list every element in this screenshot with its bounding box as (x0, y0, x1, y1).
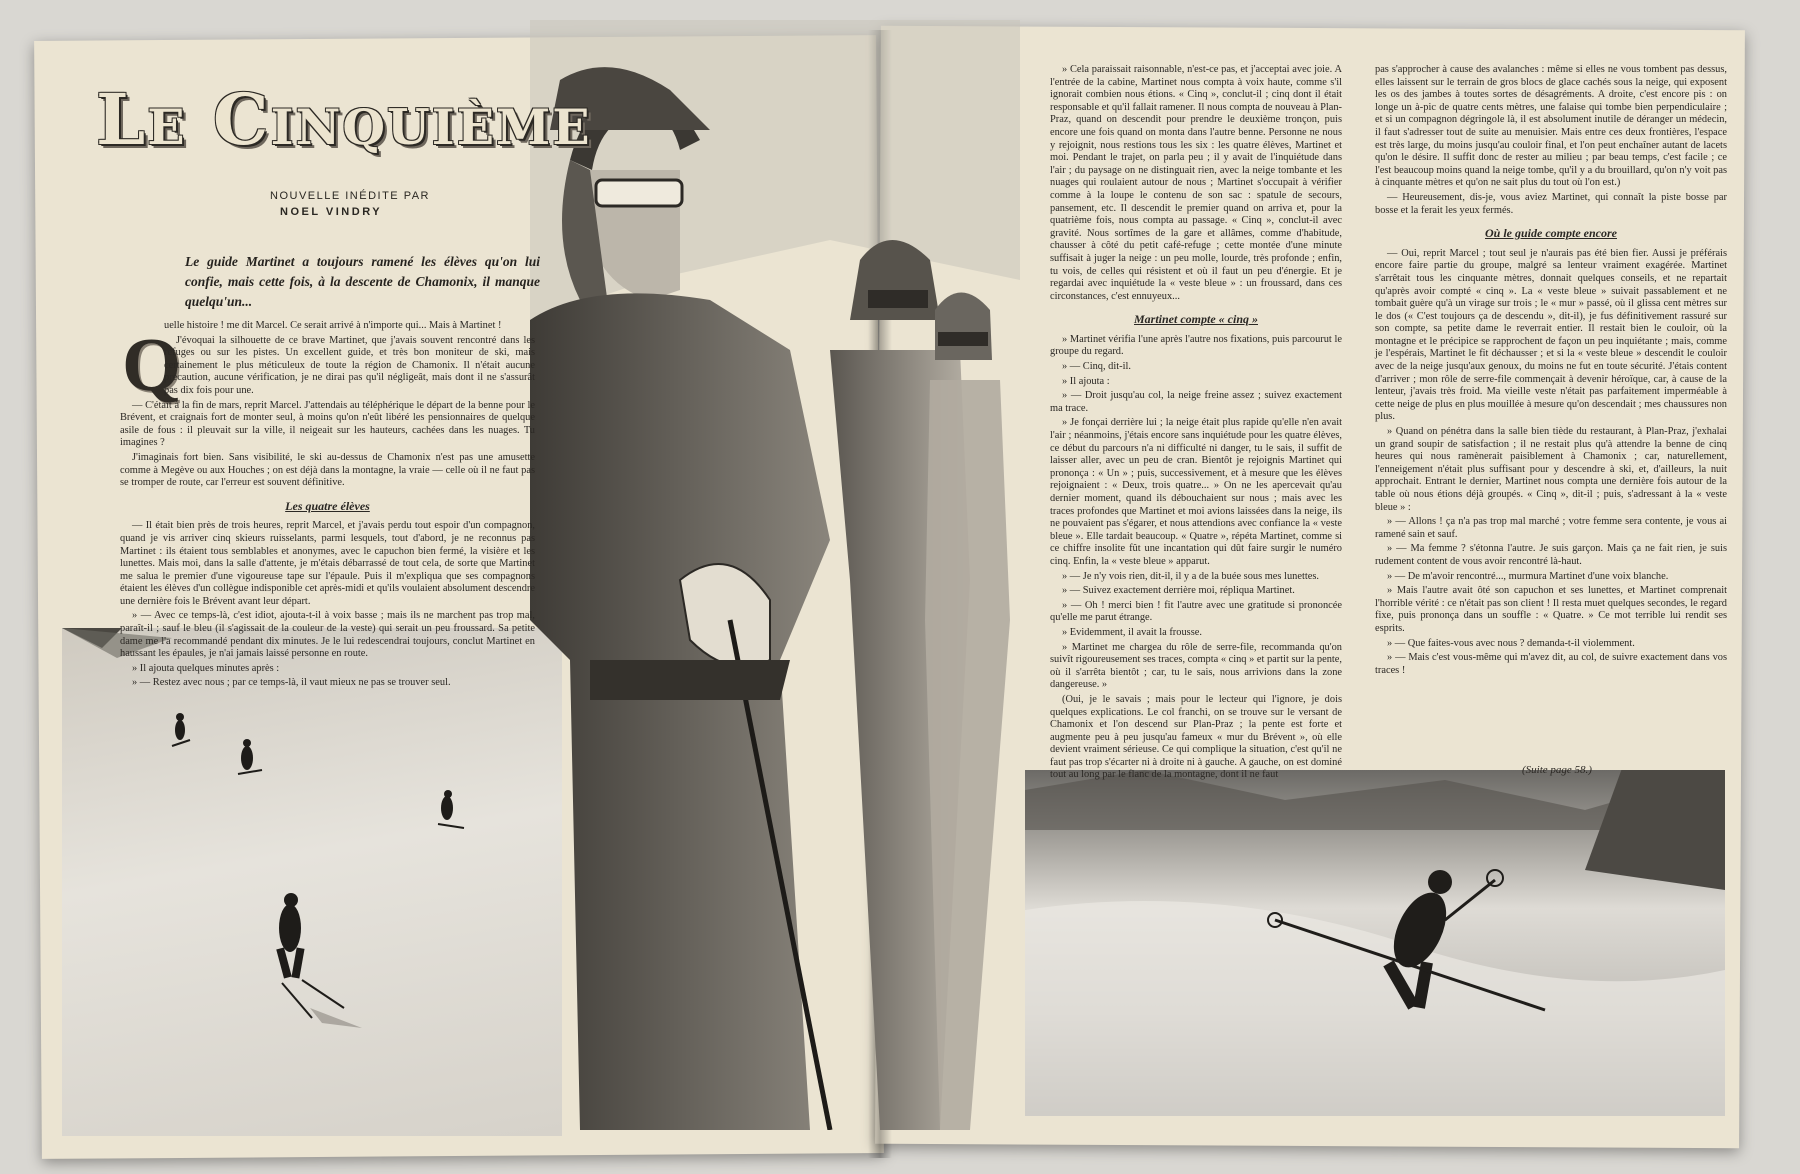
section-subhead: Les quatre élèves (285, 498, 370, 513)
paragraph: » Quand on pénétra dans la salle bien tiède du restaurant, à Plan-Praz, j'exhalai un grand soupir de satisfaction ; il ne restait plus qu'à attendre la benne de cinq heures qui nous ramènerait paisiblement à Chamonix ; car, naturellement, l'enneigement n'était plus suffisant pour y descendre à ski, et, d'ailleurs, la nuit approchait. Entrant le dernier, Martinet nous compta une dernière fois autour de la table où nous étions déjà groupés. « Cinq », dit-il ; puis, s'adressant à la « veste bleue » : (1375, 426, 1727, 513)
paragraph: — Il était bien près de trois heures, reprit Marcel, et j'avais perdu tout espoir d'un compagnon, quand je vis arriver cinq skieurs ruisselants, parmi lesquels, tout d'abord, je ne reconnus pas Martinet : ils étaient tous semblables et anonymes, avec le capuchon bien fermé, la visière et les lunettes. Mais moi, dans la salle d'attente, je m'étais débarrassé de tout cela, de sorte que Martinet me salua le premier d'une vigoureuse tape sur l'épaule. Puis il m'expliqua que ses compagnons étaient les élèves d'un collègue indisponible cet après-midi et qu'ils voulaient absolument descendre une dernière fois le Brévent avant leur départ. (120, 520, 535, 607)
paragraph: » — Restez avec nous ; par ce temps-là, il vaut mieux ne pas se trouver seul. (132, 677, 451, 689)
paragraph: » — Ma femme ? s'étonna l'autre. Je suis garçon. Mais ça ne fait rien, je suis rudement content de vous avoir rencontré là-haut. (1375, 543, 1727, 567)
paragraph: » Mais l'autre avait ôté son capuchon et ses lunettes, et Martinet comprenait l'horrible vérité : ce n'était pas son client ! Il resta muet quelques secondes, le regard fixe, puis prononça dans un souffle : « Quatre. » Ce mot terrible lui rendit ses esprits. (1375, 585, 1727, 634)
paragraph: » — Droit jusqu'au col, la neige freine assez ; suivez exactement ma trace. (1050, 390, 1342, 414)
paragraph: pas s'approcher à cause des avalanches : même si elles ne vous tombent pas dessus, elles laissent sur le terrain de gros blocs de glace cachés sous la neige, qui exposent les os des jambes à toutes sortes de désagréments. A droite, c'est encore pis : on longe un à-pic de quatre cents mètres, une falaise qui tombe bien perpendiculaire ; et si un compagnon dégringole là, il est absolument inutile de déranger un médecin, il faut s'adresser tout de suite au menuisier. Mais entre ces deux frontières, l'espace est très large, du moins jusqu'au couloir final, et l'on peut enchaîner autant de lacets qu'on le désire. Il suffit donc de rester au milieu ; par beau temps, c'est facile ; ce l'est beaucoup moins quand la neige tombe, qu'il y a du brouillard, qu'on n'y voit pas à cinquante mètres et qu'on ne sait plus du tout où l'on est.) (1375, 64, 1727, 189)
right-text-column-1 (1050, 64, 1342, 784)
paragraph: uelle histoire ! me dit Marcel. Ce serait arrivé à n'importe qui... Mais à Martinet ! (164, 320, 502, 331)
paragraph: » Evidemment, il avait la frousse. (1062, 626, 1202, 638)
paragraph: — C'était à la fin de mars, reprit Marcel. J'attendais au téléphérique le départ de la benne pour le Brévent, et craignais fort de monter seul, à moins qu'on n'eût libéré les pensionnaires de quelque asile de fous : il pleuvait sur la ville, il neigeait sur les hauteurs, cachées dans les nuages. Tu imagines ? (120, 399, 535, 449)
paragraph: » Je fonçai derrière lui ; la neige était plus rapide qu'elle n'en avait l'air ; néanmoins, j'étais encore sans inquiétude pour les quatre élèves, ce début du parcours n'a ni difficulté ni danger, tu le sais, il suffit de laisser aller, avec un peu de cran. Bientôt je rejoignis Martinet qui prononça : « Un » ; puis, successivement, et à mesure que les élèves rejoignaient : « Deux, trois quatre... » On ne les apercevait qu'au dernier moment, quand ils débouchaient sur nous ; mais avec les traces profondes que Martinet et moi avions laissées dans la neige, ils ne pouvaient pas s'égarer, et nous attendions avec confiance la « veste bleue ». Elle tardait beaucoup. « Quatre », répéta Martinet, comme si ce chiffre insolite fût une incantation qui dût faire surgir le numéro cinq. Enfin, la « veste bleue » apparut. (1050, 417, 1342, 567)
paragraph: » Il ajouta quelques minutes après : (132, 662, 280, 674)
article-intro: Le guide Martinet a toujours ramené les élèves qu'on lui confie, mais cette fois, à la descente de Chamonix, il manque quelqu'un... (185, 254, 540, 309)
paragraph: » — Suivez exactement derrière moi, répliqua Martinet. (1062, 585, 1295, 597)
section-subhead: Où le guide compte encore (1485, 226, 1617, 241)
continued-note: (Suite page 58.) (1522, 764, 1592, 776)
article-title: Le Cinquième (96, 78, 592, 161)
paragraph: » — Mais c'est vous-même qui m'avez dit, au col, de suivre exactement dans vos traces ! (1375, 652, 1727, 676)
paragraph: J'évoquai la silhouette de ce brave Martinet, que j'avais souvent rencontré dans les refuges ou sur les pistes. Un excellent guide, et très bon moniteur de ski, mais certainement le plus méticuleux de toute la région de Chamonix. Il n'était aucune précaution, aucune vérification, je ne dirai pas qu'il négligeât, mais dont il ne s'assurât pas dix fois pour une. (164, 334, 535, 396)
paragraph: — Heureusement, dis-je, vous aviez Martinet, qui connaît la piste bosse par bosse et la ferait les yeux fermés. (1375, 191, 1727, 216)
left-text-column (120, 320, 535, 692)
skier-action-photo (1025, 770, 1725, 1116)
paragraph: » Cela paraissait raisonnable, n'est-ce pas, et j'acceptai avec joie. A l'entrée de la cabine, Martinet nous compta à voix haute, comme s'il ignorait combien nous étions. « Cinq », conclut-il ; cinq dont il était responsable et qu'il fallait ramener. Il nous compta de nouveau à Plan-Praz, quand on descendit pour prendre le deuxième tronçon, puis encore une fois quand on monta dans l'autre benne. Personne ne nous y rejoignit, nous restions tous les six : les quatre élèves, Martinet et moi. Pendant le trajet, on parla peu ; il y avait de l'inquiétude dans l'air ; du paysage on ne distinguait rien, avec la neige tombante et les nuages qui roulaient autour de nous ; Martinet s'occupait à vérifier comme à la loupe le contenu de son sac : spatule de secours, pansement, etc. Il descendit le premier quand on arriva et, pour la quatrième fois, nous compta au passage. « Cinq », conclut-il avec gravité. Nous sortîmes de la gare et allâmes, comme d'habitude, chausser à côté du petit café-refuge ; cette montée d'une minute suffisait à juger la neige : un peu molle, lourde, très profonde ; enfin, tu vois, de celles qui résistent et où il faut un peu d'énergie. Et je regardai avec inquiétude la « veste bleue » : un froussard, dans ces circonstances, c'est ennuyeux... (1050, 64, 1342, 302)
paragraph: » — Cinq, dit-il. (1062, 361, 1131, 373)
byline-author: NOEL VINDRY (280, 206, 383, 218)
right-text-column-2 (1375, 64, 1727, 679)
paragraph: » Il ajouta : (1062, 375, 1110, 387)
paragraph: J'imaginais fort bien. Sans visibilité, le ski au-dessus de Chamonix n'est pas une amusette comme à Megève ou aux Houches ; on est déjà dans la montagne, la vraie — celle où il ne faut pas se tromper de route, car l'erreur est souvent définitive. (120, 451, 535, 489)
paragraph: » — Je n'y vois rien, dit-il, il y a de la buée sous mes lunettes. (1062, 570, 1319, 582)
paragraph: » — Allons ! ça n'a pas trop mal marché ; votre femme sera contente, je vous ai ramené sain et sauf. (1375, 516, 1727, 540)
section-subhead: Martinet compte « cinq » (1134, 312, 1258, 327)
paragraph: » — Avec ce temps-là, c'est idiot, ajouta-t-il à voix basse ; mais ils ne marchent pas trop mal, paraît-il ; sauf le bleu (il s'agissait de la couleur de la veste) qui serait un peu froussard. Sa petite dame me l'a recommandé pendant dix minutes. Je le lui redescendrai toujours, conclut Martinet en haussant les épaules, je n'ai jamais laissé personne en route. (120, 610, 535, 660)
paragraph: » Martinet vérifia l'une après l'autre nos fixations, puis parcourut le groupe du regard. (1050, 333, 1342, 358)
byline-label: NOUVELLE INÉDITE PAR (270, 190, 430, 202)
skiers-photo (62, 628, 562, 1136)
drop-cap: Q (122, 323, 182, 407)
paragraph: (Oui, je le savais ; mais pour le lecteur qui l'ignore, je dois quelques explications. Le col franchi, on se trouve sur le versant de Chamonix et l'on descend sur Plan-Praz ; la pente est forte et augmente peu à peu jusqu'au fameux « mur du Brévent », où elle devient vraiment sérieuse. Ce qui complique la situation, c'est qu'il ne faut pas trop s'écarter ni à droite ni à gauche. A gauche, on est dominé tout au long par le flanc de la montagne, dont il ne faut (1050, 693, 1342, 781)
paragraph: » — Oh ! merci bien ! fit l'autre avec une gratitude si prononcée qu'elle me parut étrange. (1050, 599, 1342, 624)
skiers-illustration (530, 20, 1020, 1130)
paragraph: » Martinet me chargea du rôle de serre-file, recommanda qu'on suivît rigoureusement ses traces, compta « cinq » et partit sur la pente, où il s'arrêta bientôt ; car, tu le sais, nous arrivions dans la zone dangereuse. » (1050, 641, 1343, 691)
paragraph: » — Que faites-vous avec nous ? demanda-t-il violemment. (1387, 637, 1635, 649)
paragraph: — Oui, reprit Marcel ; tout seul je n'aurais pas été bien fier. Aussi je préférais encore faire partie du groupe, malgré sa lenteur vraiment exagérée. Martinet s'arrêtait tous les cinquante mètres, donnait quelques conseils, et ne repartait qu'après avoir compté « cinq ». La « veste bleue » suivait passablement et ne tombait guère qu'à un virage sur trois ; le « mur » passé, où il glissa cent mètres sur le dos (« C'est toujours ça de descendu », dit-il), je fus définitivement rassuré sur son compte, sa petite dame le reverrait entier. Il restait bien le couloir, où la montagne et le précipice se rapprochent de façon un peu inquiétante ; mais, comme je l'espérais, Martinet le fit déchausser ; et si la « veste bleue » descendit le couloir avec de la neige jusqu'aux genoux, du moins ne fut en toute sécurité. J'étais content d'arriver ; mon rôle de serre-file commençait à devenir héroïque, car, à cause de la lenteur, j'avais très froid. Ma vieille veste n'était pas parfaitement imperméable à cette neige de plus en plus mouillée à mesure qu'on descendait ; mes chaussures non plus. (1375, 247, 1727, 423)
paragraph: » — De m'avoir rencontré..., murmura Martinet d'une voix blanche. (1387, 570, 1669, 582)
